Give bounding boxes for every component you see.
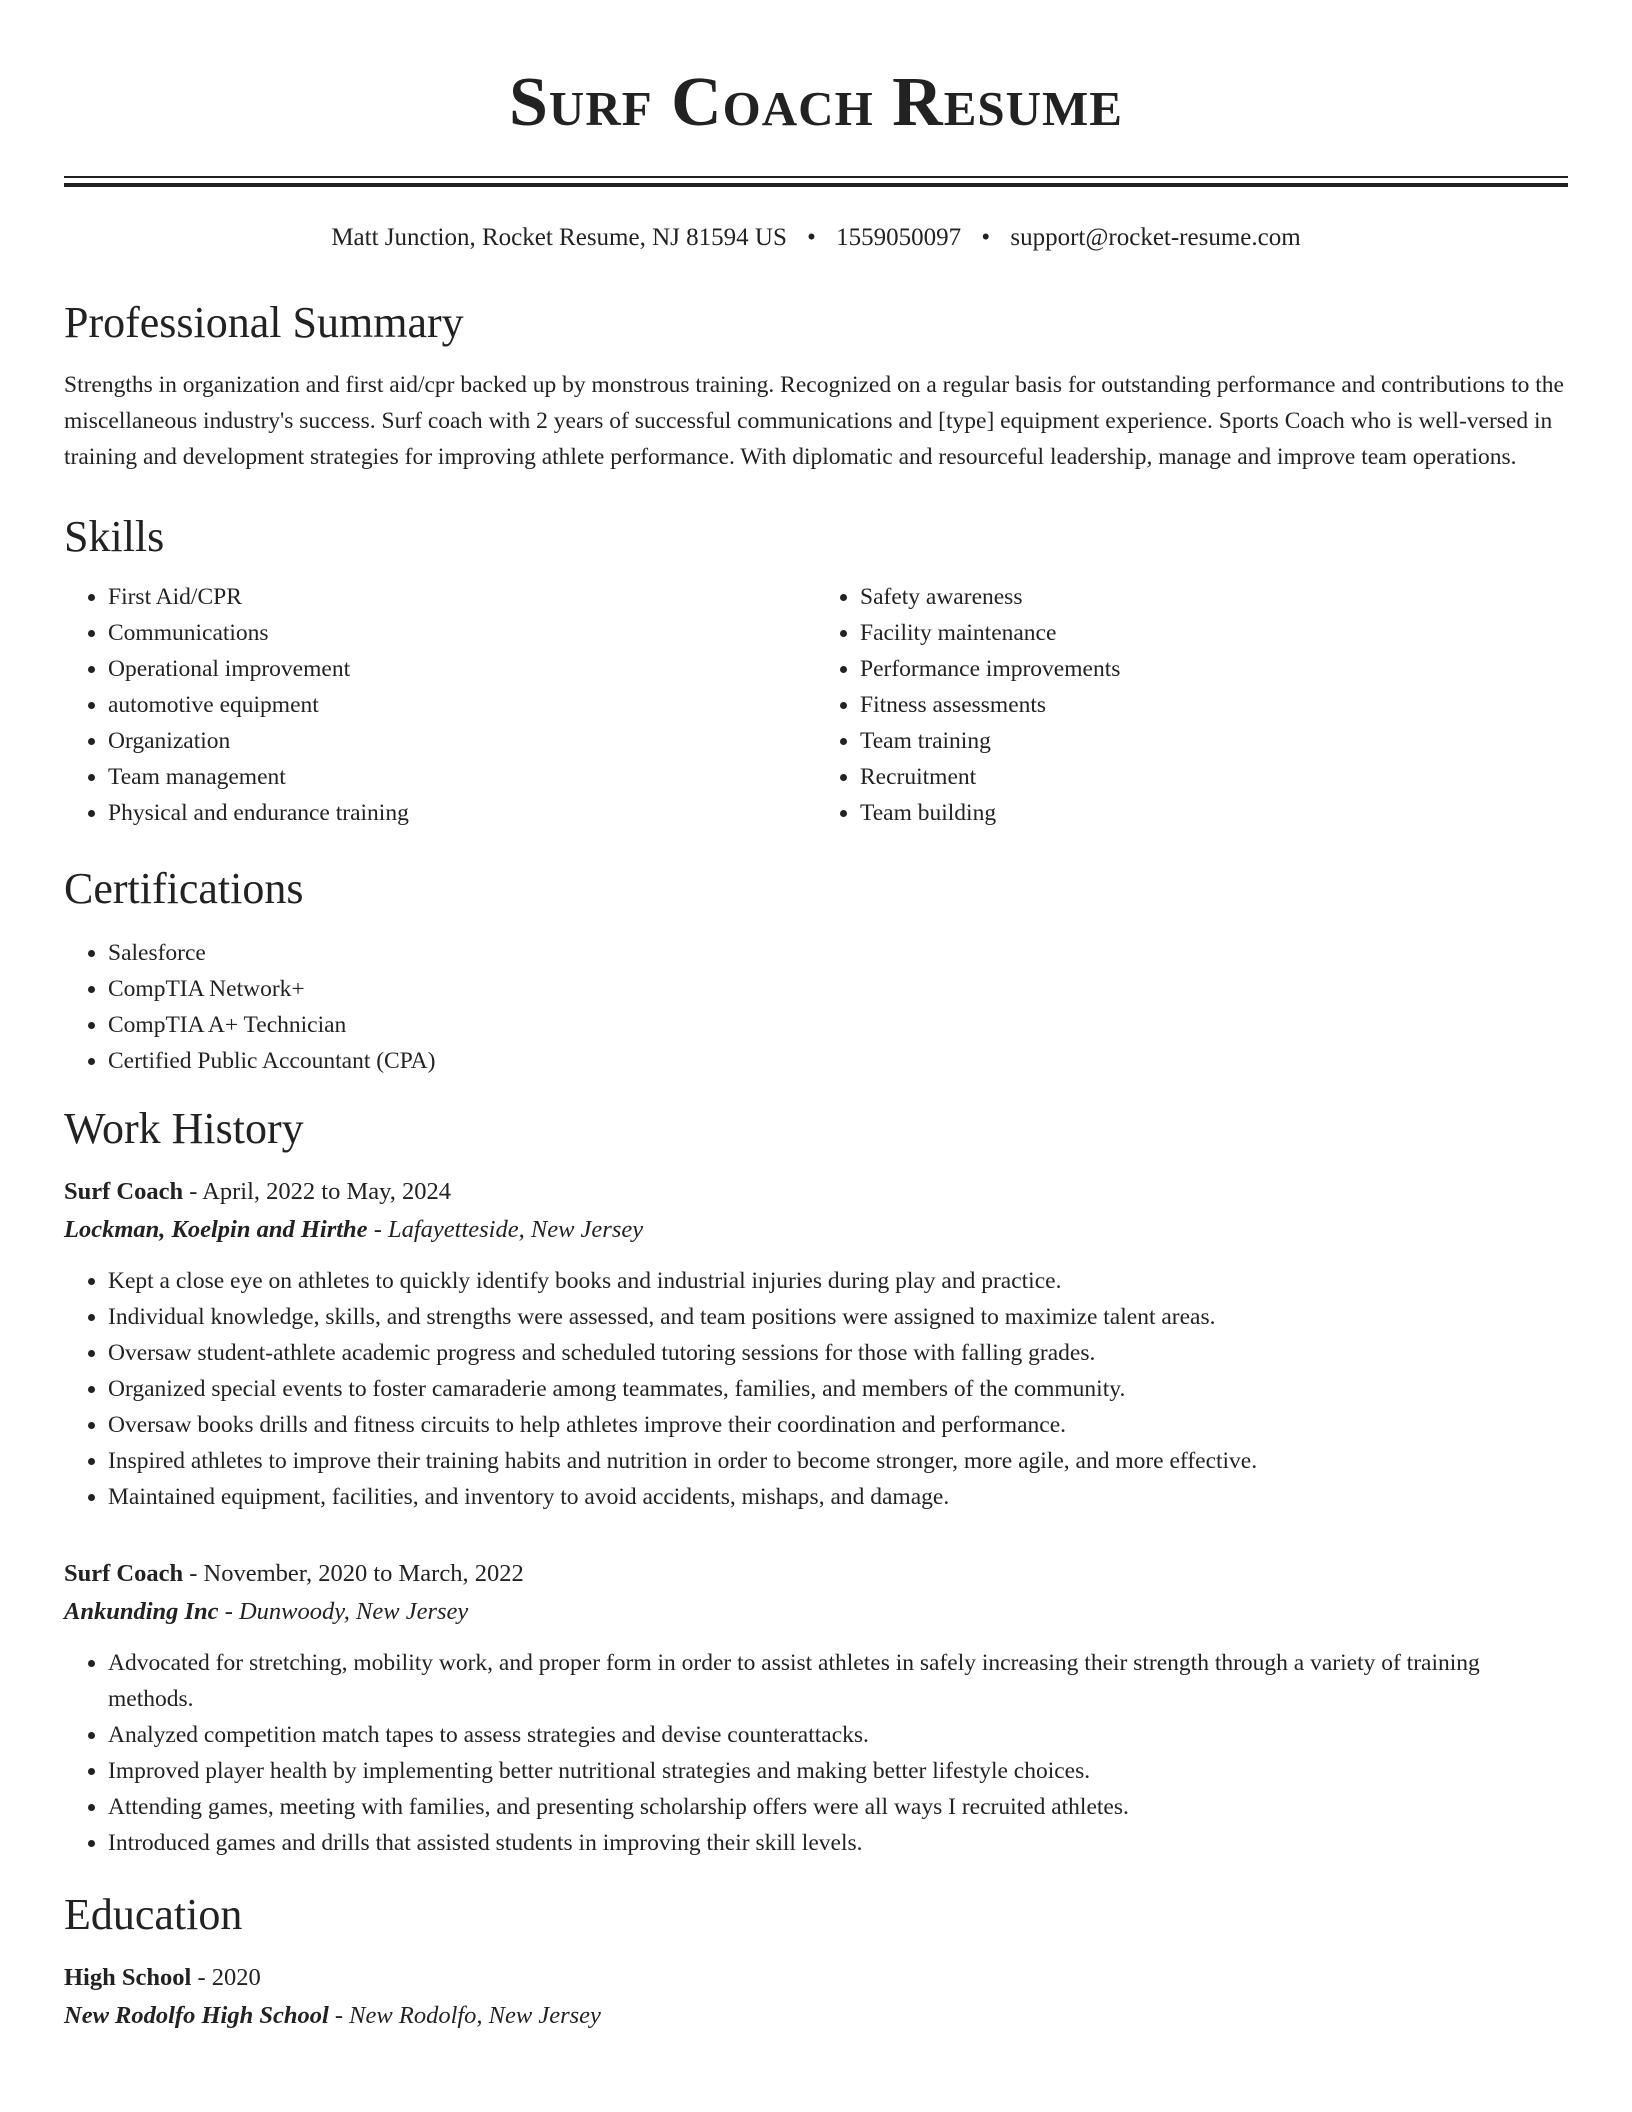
job-entry: [64, 1173, 1568, 1515]
skill-item: • Recruitment: [860, 759, 1568, 795]
job-company: Ankunding Inc: [64, 1598, 219, 1625]
contact-line: [64, 221, 1568, 255]
job-title-line: [64, 1173, 1568, 1211]
job-title-line: [64, 1555, 1568, 1593]
job-bullet: • Inspired athletes to improve their training habits and nutrition in order to become stronger, more agile, and more effective.: [108, 1443, 1568, 1479]
job-bullet: • Maintained equipment, facilities, and inventory to avoid accidents, mishaps, and damage.: [108, 1479, 1568, 1515]
job-bullet-list: [64, 1263, 1568, 1515]
skills-list-right: [816, 579, 1568, 831]
contact-separator: •: [807, 224, 816, 251]
skill-item: • Performance improvements: [860, 651, 1568, 687]
job-title: Surf Coach: [64, 1178, 184, 1205]
skill-item: • Physical and endurance training: [108, 795, 816, 831]
skill-item: • Fitness assessments: [860, 687, 1568, 723]
skill-item: • Organization: [108, 723, 816, 759]
job-bullet: • Oversaw books drills and fitness circuits to help athletes improve their coordination and performance.: [108, 1407, 1568, 1443]
education-school-line: [64, 1997, 1568, 2035]
job-dates: - November, 2020 to March, 2022: [183, 1560, 524, 1587]
summary-text: Strengths in organization and first aid/cpr backed up by monstrous training. Recognized on a regular basis for outstanding performance and contributions to the miscellaneous industry's success. Surf coach with 2 years of successful communications and [type] equipment experience. Sports Coach who is well-versed in training and development strategies for improving athlete performance. With diplomatic and resourceful leadership, manage and improve team operations.: [64, 372, 1564, 470]
contact-phone: 1559050097: [836, 224, 962, 251]
education-degree-line: [64, 1959, 1568, 1997]
skill-item: • Operational improvement: [108, 651, 816, 687]
summary-section: [64, 295, 1568, 475]
skill-item: • Safety awareness: [860, 579, 1568, 615]
skill-item: • Communications: [108, 615, 816, 651]
skills-heading: Skills: [64, 512, 165, 561]
education-section: [64, 1887, 1568, 2035]
education-school: New Rodolfo High School: [64, 2002, 329, 2029]
job-location: - Lafayetteside, New Jersey: [367, 1216, 644, 1243]
job-bullet: • Analyzed competition match tapes to assess strategies and devise counterattacks.: [108, 1717, 1568, 1753]
certifications-heading: Certifications: [64, 864, 304, 913]
summary-heading: Professional Summary: [64, 298, 464, 347]
certification-item: • Salesforce: [108, 935, 1568, 971]
job-company: Lockman, Koelpin and Hirthe: [64, 1216, 368, 1243]
certification-item: • Certified Public Accountant (CPA): [108, 1043, 1568, 1079]
job-company-line: [64, 1211, 1568, 1249]
job-entry: [64, 1555, 1568, 1861]
job-bullet: • Improved player health by implementing better nutritional strategies and making better lifestyle choices.: [108, 1753, 1568, 1789]
job-bullet: • Attending games, meeting with families, and presenting scholarship offers were all ways I recruited athletes.: [108, 1789, 1568, 1825]
education-location: - New Rodolfo, New Jersey: [328, 2002, 601, 2029]
work-history-section: [64, 1101, 1568, 1861]
certifications-section: [64, 861, 1568, 1079]
job-title: Surf Coach: [64, 1560, 184, 1587]
work-history-heading: Work History: [64, 1104, 304, 1153]
contact-separator: •: [981, 224, 991, 251]
certifications-list: [64, 935, 1568, 1079]
skill-item: • Team building: [860, 795, 1568, 831]
certification-item: • CompTIA A+ Technician: [108, 1007, 1568, 1043]
skill-item: • automotive equipment: [108, 687, 816, 723]
education-year: - 2020: [191, 1964, 261, 1991]
skill-item: • Team management: [108, 759, 816, 795]
job-location: - Dunwoody, New Jersey: [218, 1598, 469, 1625]
education-degree: High School: [64, 1964, 192, 1991]
contact-email: support@rocket-resume.com: [1010, 224, 1301, 251]
skills-list-left: [64, 579, 816, 831]
education-entry: [64, 1959, 1568, 2035]
job-bullet: • Kept a close eye on athletes to quickly identify books and industrial injuries during play and practice.: [108, 1263, 1568, 1299]
page-title: Surf Coach Resume: [509, 64, 1123, 141]
job-company-line: [64, 1593, 1568, 1631]
skills-grid: [64, 579, 1568, 831]
skill-item: • Facility maintenance: [860, 615, 1568, 651]
job-bullet-list: [64, 1645, 1568, 1861]
skill-item: • Team training: [860, 723, 1568, 759]
job-bullet: • Individual knowledge, skills, and strengths were assessed, and team positions were assigned to maximize talent areas.: [108, 1299, 1568, 1335]
education-heading: Education: [64, 1890, 243, 1939]
skills-section: [64, 509, 1568, 831]
job-bullet: • Organized special events to foster camaraderie among teammates, families, and members of the community.: [108, 1371, 1568, 1407]
certification-item: • CompTIA Network+: [108, 971, 1568, 1007]
skill-item: • First Aid/CPR: [108, 579, 816, 615]
contact-address: Matt Junction, Rocket Resume, NJ 81594 US: [331, 224, 787, 251]
job-bullet: • Introduced games and drills that assisted students in improving their skill levels.: [108, 1825, 1568, 1861]
job-dates: - April, 2022 to May, 2024: [183, 1178, 452, 1205]
title-divider: [64, 176, 1568, 187]
job-bullet: • Advocated for stretching, mobility work, and proper form in order to assist athletes in safely increasing their strength through a variety of training methods.: [108, 1645, 1568, 1717]
job-bullet: • Oversaw student-athlete academic progress and scheduled tutoring sessions for those with falling grades.: [108, 1335, 1568, 1371]
